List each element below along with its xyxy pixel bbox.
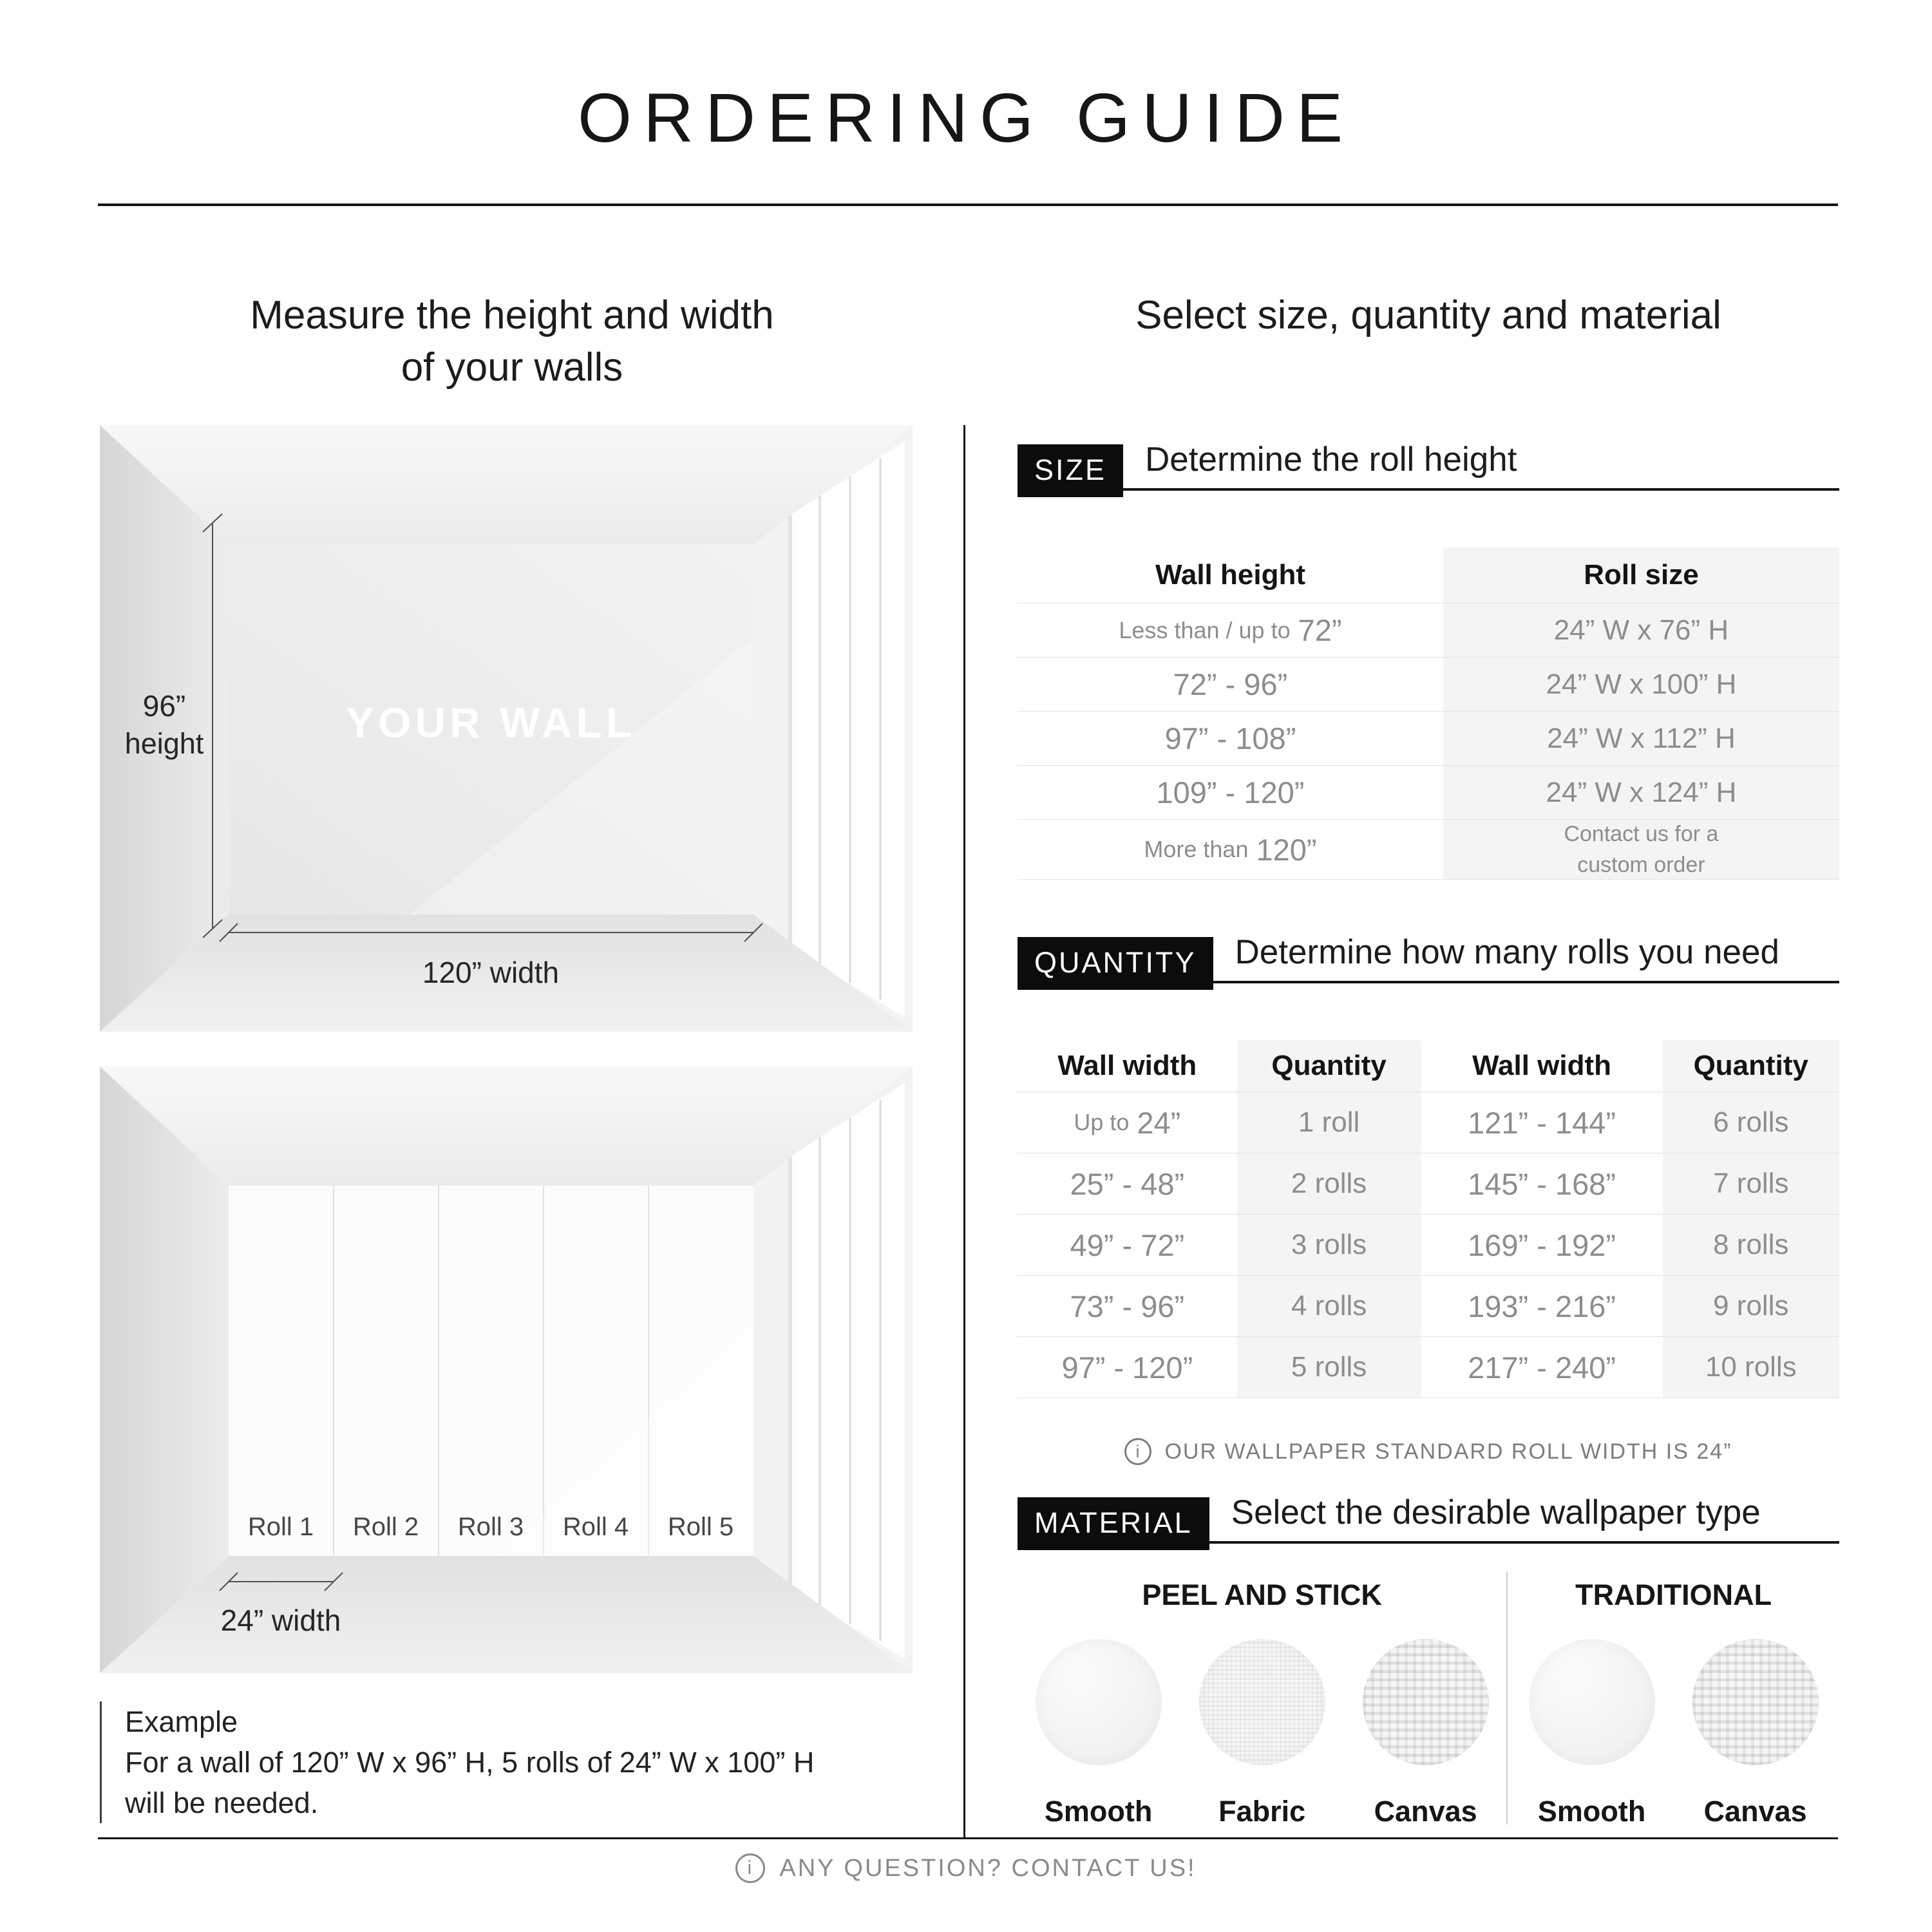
room1-graphic — [100, 425, 913, 1032]
material-section-header — [1018, 1493, 1839, 1544]
size-section-title: Determine the roll height — [1123, 440, 1839, 491]
wall-height-cell: 109” - 120” — [1018, 765, 1443, 819]
footer-note-text: ANY QUESTION? CONTACT US! — [779, 1854, 1197, 1882]
room2-graphic — [100, 1066, 913, 1673]
quantity-section — [1018, 933, 1839, 1465]
size-badge: SIZE — [1018, 444, 1123, 497]
smooth-texture-circle — [1529, 1639, 1655, 1765]
wall-width-cell: 97” - 120” — [1018, 1336, 1237, 1397]
quantity-column-header-1: Quantity — [1271, 1050, 1387, 1081]
wall-width-label: 120” width — [422, 956, 560, 989]
quantity-section-title: Determine how many rolls you need — [1213, 933, 1839, 983]
quantity-row — [1018, 1153, 1839, 1214]
size-row — [1018, 711, 1839, 765]
roll-width-note — [1018, 1438, 1839, 1465]
quantity-cell: 10 rolls — [1663, 1336, 1839, 1397]
wall-height-cell: More than 120” — [1018, 819, 1443, 879]
wall-width-cell: Up to 24” — [1018, 1092, 1237, 1153]
example-line1: For a wall of 120” W x 96” H, 5 rolls of 24” W x 100” H — [125, 1746, 815, 1779]
peel-and-stick-swatches — [1018, 1639, 1506, 1828]
quantity-cell: 6 rolls — [1663, 1092, 1839, 1153]
material-group-traditional — [1508, 1563, 1839, 1828]
quantity-cell: 4 rolls — [1237, 1275, 1421, 1336]
wall-height-value: 96” — [142, 689, 186, 723]
wall-width-cell: 145” - 168” — [1421, 1153, 1663, 1214]
swatch-fabric: Fabric — [1199, 1639, 1325, 1828]
info-icon: i — [1124, 1438, 1151, 1465]
canvas-texture-circle — [1692, 1639, 1819, 1765]
wall-width-column-header-2: Wall width — [1472, 1050, 1612, 1081]
roll-label-5: Roll 5 — [667, 1513, 734, 1541]
quantity-row — [1018, 1092, 1839, 1153]
roll-size-column-header: Roll size — [1584, 559, 1699, 591]
column-divider — [963, 425, 965, 1839]
page-title: ORDERING GUIDE — [577, 79, 1355, 156]
roll-width-label: 24” width — [220, 1604, 341, 1637]
quantity-column-header-2: Quantity — [1693, 1050, 1809, 1081]
material-groups — [1018, 1563, 1839, 1828]
info-icon: i — [735, 1853, 765, 1883]
wall-height-cell: 72” - 96” — [1018, 657, 1443, 711]
room1-window-glass — [790, 441, 905, 1018]
swatch-canvas: Canvas — [1692, 1639, 1819, 1828]
roll-label-3: Roll 3 — [457, 1513, 524, 1541]
size-section-header — [1018, 440, 1839, 491]
quantity-cell: 2 rolls — [1237, 1153, 1421, 1214]
material-section — [1018, 1493, 1839, 1828]
wall-width-cell: 73” - 96” — [1018, 1275, 1237, 1336]
wall-height-column-header: Wall height — [1155, 559, 1305, 591]
quantity-section-header — [1018, 933, 1839, 983]
wall-height-cell: 97” - 108” — [1018, 711, 1443, 765]
traditional-swatches — [1508, 1639, 1839, 1828]
quantity-cell: 1 roll — [1237, 1092, 1421, 1153]
footer-divider — [98, 1837, 1838, 1839]
wall-width-cell: 217” - 240” — [1421, 1336, 1663, 1397]
quantity-cell: 9 rolls — [1663, 1275, 1839, 1336]
roll-size-cell: Contact us for a custom order — [1443, 819, 1839, 879]
room2-window-glass — [790, 1083, 905, 1659]
quantity-row — [1018, 1214, 1839, 1275]
size-section — [1018, 440, 1839, 880]
size-table-header — [1018, 547, 1839, 603]
wall-width-cell: 169” - 192” — [1421, 1214, 1663, 1275]
size-row — [1018, 765, 1839, 819]
size-row — [1018, 657, 1839, 711]
example-note — [100, 1701, 814, 1823]
roll-size-cell: 24” W x 112” H — [1443, 711, 1839, 765]
traditional-label: TRADITIONAL — [1575, 1578, 1772, 1611]
smooth-texture-circle — [1036, 1639, 1162, 1765]
material-group-peel-and-stick — [1018, 1563, 1506, 1828]
wall-width-cell: 121” - 144” — [1421, 1092, 1663, 1153]
example-title: Example — [125, 1705, 238, 1738]
quantity-cell: 8 rolls — [1663, 1214, 1839, 1275]
material-section-title: Select the desirable wallpaper type — [1209, 1493, 1839, 1544]
roll-size-cell: 24” W x 76” H — [1443, 603, 1839, 657]
select-section — [1018, 258, 1839, 1842]
material-badge: MATERIAL — [1018, 1497, 1209, 1550]
your-wall-label: YOUR WALL — [346, 699, 636, 746]
fabric-texture-circle — [1199, 1639, 1325, 1765]
measure-heading-line2: of your walls — [401, 345, 623, 390]
quantity-table — [1018, 1040, 1839, 1398]
swatch-canvas: Canvas — [1363, 1639, 1489, 1828]
measure-heading-line1: Measure the height and width — [250, 293, 774, 337]
canvas-texture-circle — [1363, 1639, 1489, 1765]
measure-section — [97, 258, 927, 1842]
quantity-row — [1018, 1275, 1839, 1336]
title-divider — [98, 204, 1838, 206]
size-row — [1018, 819, 1839, 879]
roll-width-note-text: OUR WALLPAPER STANDARD ROLL WIDTH IS 24” — [1164, 1439, 1732, 1464]
roll-size-cell: 24” W x 124” H — [1443, 765, 1839, 819]
roll-label-4: Roll 4 — [562, 1513, 629, 1541]
wall-width-cell: 49” - 72” — [1018, 1214, 1237, 1275]
wall-height-cell: Less than / up to 72” — [1018, 603, 1443, 657]
quantity-cell: 5 rolls — [1237, 1336, 1421, 1397]
wall-width-column-header-1: Wall width — [1057, 1050, 1197, 1081]
quantity-cell: 3 rolls — [1237, 1214, 1421, 1275]
swatch-smooth: Smooth — [1036, 1639, 1162, 1828]
quantity-row — [1018, 1336, 1839, 1397]
wall-width-cell: 193” - 216” — [1421, 1275, 1663, 1336]
roll-label-1: Roll 1 — [247, 1513, 314, 1541]
quantity-cell: 7 rolls — [1663, 1153, 1839, 1214]
size-row — [1018, 603, 1839, 657]
example-line2: will be needed. — [125, 1786, 319, 1819]
swatch-smooth: Smooth — [1529, 1639, 1655, 1828]
room-illustration-measured — [100, 425, 913, 1032]
size-table — [1018, 547, 1839, 880]
room-illustration-rolls — [100, 1066, 913, 1673]
peel-and-stick-label: PEEL AND STICK — [1142, 1578, 1382, 1611]
quantity-table-header — [1018, 1040, 1839, 1092]
roll-label-2: Roll 2 — [352, 1513, 419, 1541]
wall-width-cell: 25” - 48” — [1018, 1153, 1237, 1214]
select-heading: Select size, quantity and material — [1135, 293, 1721, 337]
wall-height-word: height — [124, 727, 204, 760]
measure-heading — [97, 290, 927, 393]
quantity-badge: QUANTITY — [1018, 937, 1213, 990]
footer-note — [0, 1853, 1932, 1883]
roll-size-cell: 24” W x 100” H — [1443, 657, 1839, 711]
